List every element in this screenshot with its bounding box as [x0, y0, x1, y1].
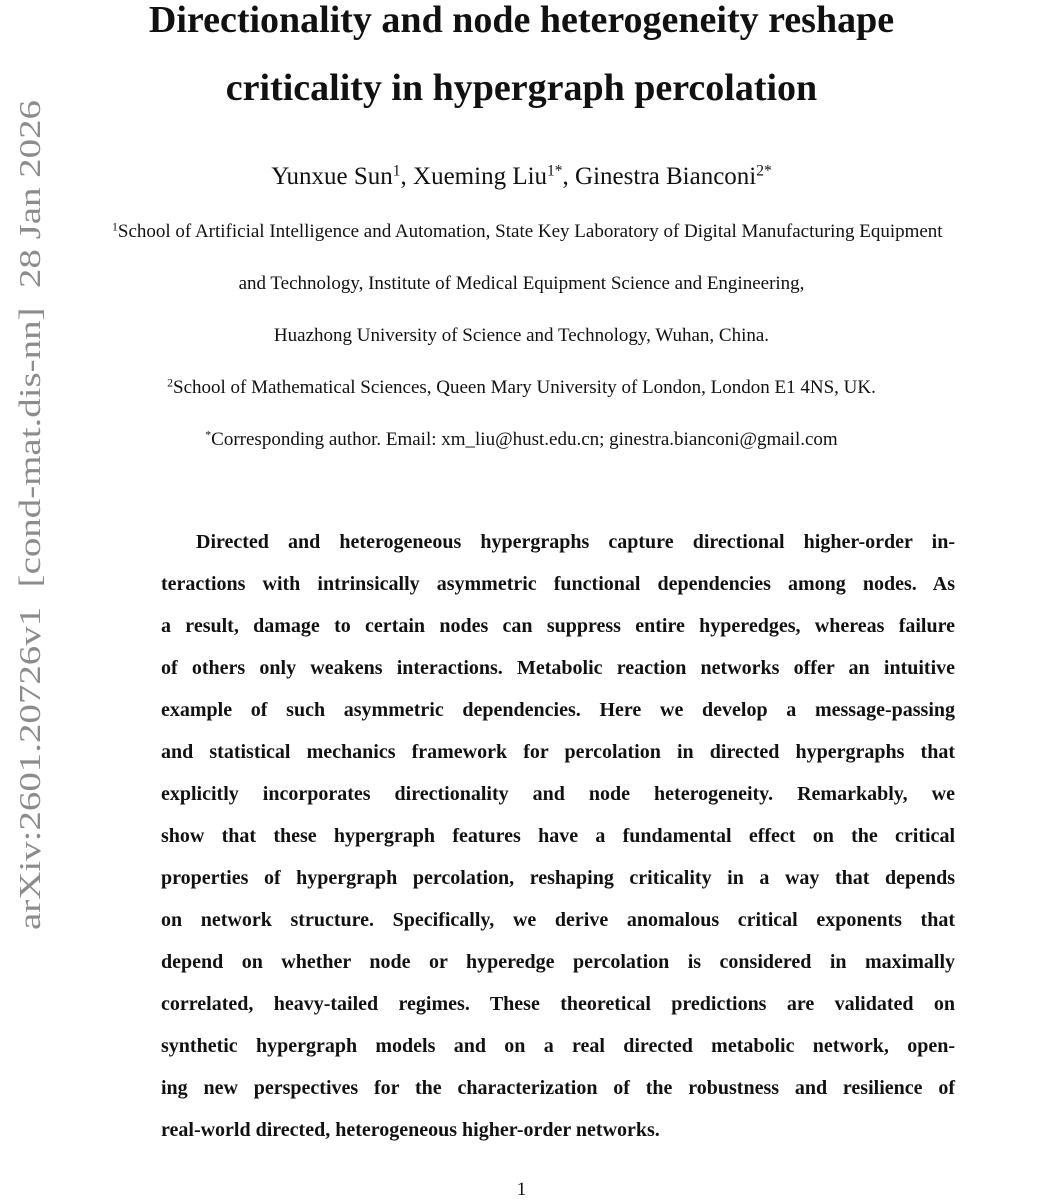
page-number: 1	[516, 1179, 527, 1200]
author-name: Ginestra Bianconi	[575, 163, 757, 190]
abstract-line: real-world directed, heterogeneous higher-order networks.	[161, 1119, 660, 1141]
abstract-line: example of such asymmetric dependencies. Here we develop a message-passing	[161, 699, 955, 721]
paper-title-line-2: criticality in hypergraph percolation	[225, 67, 818, 109]
abstract-line: and statistical mechanics framework for percolation in directed hypergraphs that	[161, 741, 955, 763]
affiliation-2	[0, 376, 1043, 400]
abstract-line: correlated, heavy-tailed regimes. These theoretical predictions are validated on	[161, 993, 955, 1015]
affiliation-text: School of Artificial Intelligence and Automation, State Key Laboratory of Digital Manufacturing Equipment	[117, 221, 943, 242]
corresponding-author-note	[0, 428, 1043, 452]
corresponding-author-text: Corresponding author. Email: xm_liu@hust.edu.cn; ginestra.bianconi@gmail.com	[211, 429, 838, 450]
abstract-line: depend on whether node or hyperedge percolation is considered in maximally	[161, 951, 955, 973]
affiliation-text: School of Mathematical Sciences, Queen Mary University of London, London E1 4NS, UK.	[173, 377, 876, 398]
author-list: Yunxue Sun$^1$, Xueming Liu$^{1*}$, Ginestra Bianconi$^{2*}$	[271, 162, 772, 190]
abstract-line: teractions with intrinsically asymmetric functional dependencies among nodes. As	[161, 573, 955, 595]
affiliation-1-line-3: Huazhong University of Science and Technology, Wuhan, China.	[273, 325, 770, 346]
arxiv-identifier-stamp	[12, 100, 47, 935]
abstract-line: explicitly incorporates directionality and node heterogeneity. Remarkably, we	[161, 783, 955, 805]
author-name: Xueming Liu	[413, 163, 548, 190]
abstract-line: Directed and heterogeneous hypergraphs capture directional higher-order in-	[196, 531, 955, 553]
abstract-line: ing new perspectives for the characterization of the robustness and resilience of	[161, 1077, 955, 1099]
paper-title-line-1: Directionality and node heterogeneity reshape	[148, 0, 895, 41]
corresponding-mark: *	[205, 428, 212, 442]
author-name: Yunxue Sun	[271, 163, 393, 190]
abstract-line: on network structure. Specifically, we derive anomalous critical exponents that	[161, 909, 955, 931]
affiliation-1-line-2: and Technology, Institute of Medical Equipment Science and Engineering,	[238, 273, 805, 294]
abstract-line: show that these hypergraph features have a fundamental effect on the critical	[161, 825, 955, 847]
author-affiliation-mark: 1	[392, 162, 401, 180]
author-affiliation-mark: 1*	[547, 162, 563, 180]
author-affiliation-mark: 2*	[756, 162, 772, 180]
abstract-line: synthetic hypergraph models and on a real directed metabolic network, open-	[161, 1035, 955, 1057]
affiliation-mark: 1	[112, 220, 118, 234]
affiliation-1-line-1	[112, 220, 1043, 244]
affiliation-mark: 2	[167, 376, 173, 390]
abstract-line: of others only weakens interactions. Metabolic reaction networks offer an intuitive	[161, 657, 955, 679]
abstract-line: properties of hypergraph percolation, reshaping criticality in a way that depends	[161, 867, 955, 889]
abstract-line: a result, damage to certain nodes can suppress entire hyperedges, whereas failure	[161, 615, 955, 637]
arxiv-stamp-text: arXiv:2601.20726v1 [cond-mat.dis-nn] 28 Jan 2026	[12, 268, 47, 930]
